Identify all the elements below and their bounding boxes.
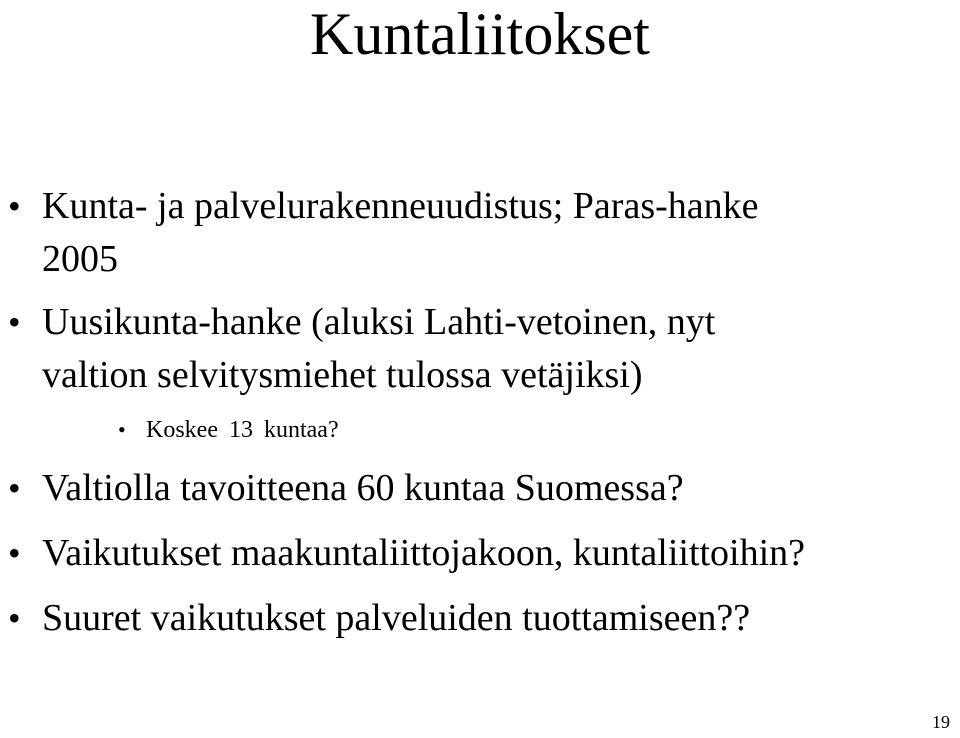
bullet-marker-icon: • — [8, 186, 21, 226]
slide-title: Kuntaliitokset — [310, 1, 650, 67]
bullet-text-line: Vaikutukset maakuntaliittojakoon, kuntaliittoihin? — [42, 532, 806, 574]
bullet-marker-icon: • — [8, 598, 21, 638]
bullet-text-line: Valtiolla tavoitteena 60 kuntaa Suomessa? — [42, 467, 684, 509]
bullet-text-line: valtion selvitysmiehet tulossa vetäjiksi) — [42, 354, 643, 396]
page-number: 19 — [932, 712, 950, 732]
sub-bullet-marker-icon: • — [118, 417, 126, 442]
bullet-text-line: 2005 — [42, 238, 118, 280]
sub-bullet-text: Koskee 13 kuntaa? — [146, 417, 339, 443]
bullet-text-line: Uusikunta-hanke (aluksi Lahti-vetoinen, nyt — [42, 301, 716, 343]
bullet-marker-icon: • — [8, 468, 21, 508]
bullet-text-line: Kunta- ja palvelurakenneuudistus; Paras-hanke — [42, 185, 759, 227]
bullet-marker-icon: • — [8, 533, 21, 573]
bullet-marker-icon: • — [8, 302, 21, 342]
bullet-text-line: Suuret vaikutukset palveluiden tuottamiseen?? — [42, 597, 751, 639]
